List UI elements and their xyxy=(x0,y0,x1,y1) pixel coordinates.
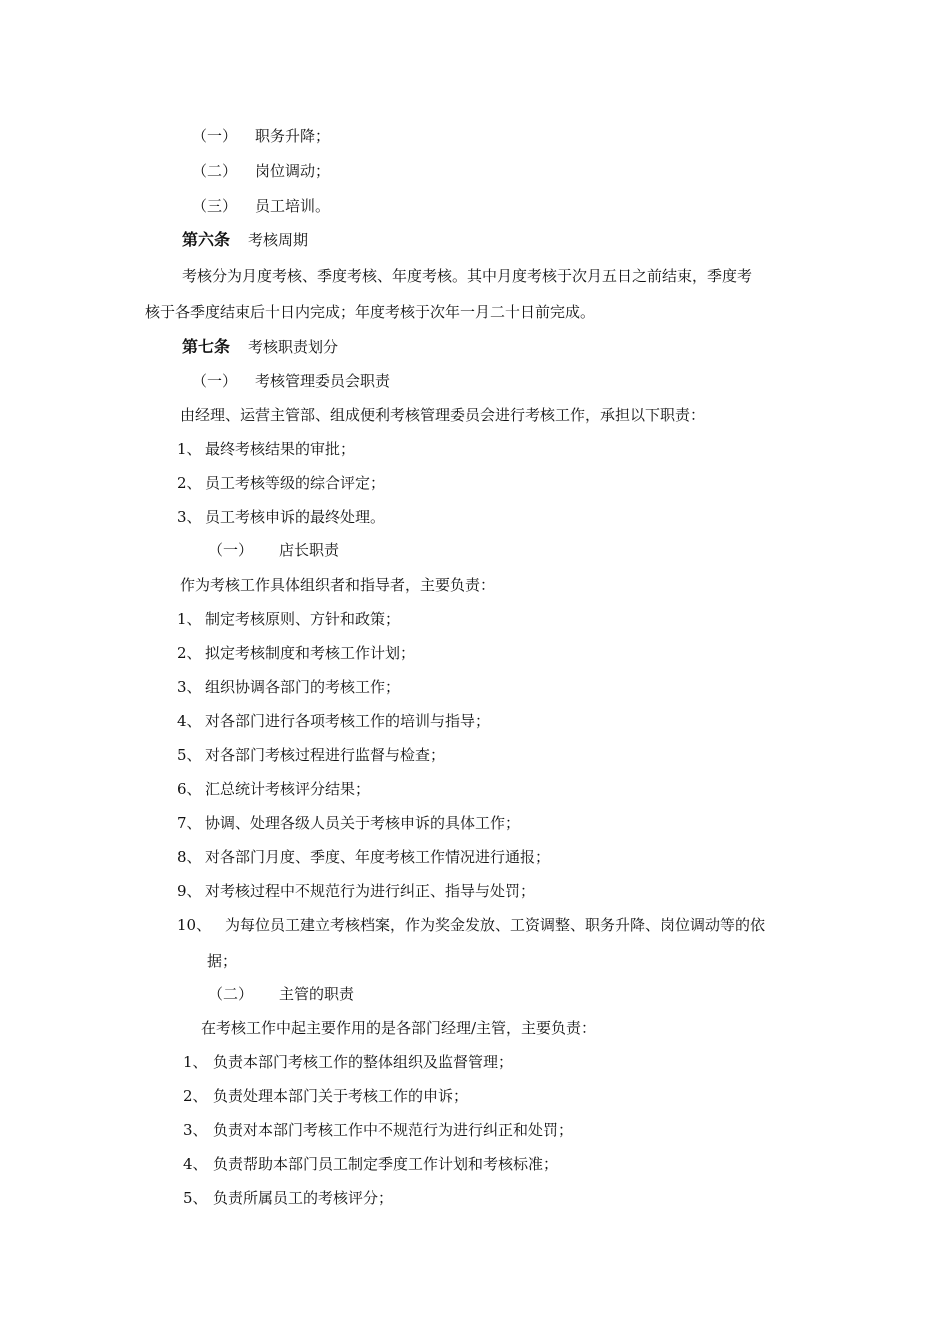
article-heading xyxy=(182,230,308,250)
item-number: 9、 xyxy=(177,882,202,900)
item-text: 负责本部门考核工作的整体组织及监督管理； xyxy=(213,1053,514,1071)
list-item xyxy=(177,473,385,493)
item-text: 为每位员工建立考核档案，作为奖金发放、工资调整、职务升降、岗位调动等的依 xyxy=(225,916,766,934)
list-item xyxy=(183,1154,558,1174)
article-label: 第七条 xyxy=(182,337,231,356)
item-number: 2、 xyxy=(183,1087,208,1105)
item-text: 负责帮助本部门员工制定季度工作计划和考核标准； xyxy=(213,1155,559,1173)
item-text-continuation: 据； xyxy=(207,952,238,970)
item-number: 2、 xyxy=(177,644,202,662)
article-title: 考核职责划分 xyxy=(248,338,339,356)
item-number: 6、 xyxy=(177,780,202,798)
item-text: 对各部门进行各项考核工作的培训与指导； xyxy=(205,712,491,730)
item-number: 1、 xyxy=(177,440,202,458)
article-title: 考核周期 xyxy=(248,231,309,249)
item-number: 5、 xyxy=(177,746,202,764)
list-item xyxy=(177,643,415,663)
list-item xyxy=(177,711,490,731)
list-item xyxy=(177,507,385,527)
list-item xyxy=(183,1052,513,1072)
section-intro: 在考核工作中起主要作用的是各部门经理/主管，主要负责： xyxy=(201,1019,597,1037)
item-text: 员工考核申诉的最终处理。 xyxy=(205,508,386,526)
list-item xyxy=(192,126,330,146)
item-number: 3、 xyxy=(183,1121,208,1139)
list-marker: （一） xyxy=(192,127,238,145)
item-text: 协调、处理各级人员关于考核申诉的具体工作； xyxy=(205,814,521,832)
item-number: 7、 xyxy=(177,814,202,832)
list-item xyxy=(192,161,330,181)
list-item xyxy=(192,196,330,216)
section-marker: （一） xyxy=(208,541,254,559)
section-heading xyxy=(208,540,339,560)
item-number: 10、 xyxy=(177,916,212,934)
item-text: 员工考核等级的综合评定； xyxy=(205,474,386,492)
item-text: 负责对本部门考核工作中不规范行为进行纠正和处罚； xyxy=(213,1121,574,1139)
item-number: 4、 xyxy=(177,712,202,730)
list-item xyxy=(177,677,400,697)
list-marker: （三） xyxy=(192,197,238,215)
list-item xyxy=(177,779,370,799)
section-title: 考核管理委员会职责 xyxy=(255,372,391,390)
item-text: 对考核过程中不规范行为进行纠正、指导与处罚； xyxy=(205,882,536,900)
list-item xyxy=(183,1120,573,1140)
item-text: 组织协调各部门的考核工作； xyxy=(205,678,401,696)
list-text: 员工培训。 xyxy=(255,197,331,215)
list-item xyxy=(177,847,550,867)
section-heading xyxy=(192,371,390,391)
section-title: 店长职责 xyxy=(279,541,340,559)
list-item xyxy=(183,1086,468,1106)
item-text: 汇总统计考核评分结果； xyxy=(205,780,371,798)
paragraph-line: 考核分为月度考核、季度考核、年度考核。其中月度考核于次月五日之前结束，季度考 xyxy=(182,267,753,285)
item-text: 负责处理本部门关于考核工作的申诉； xyxy=(213,1087,469,1105)
list-text: 岗位调动； xyxy=(255,162,331,180)
item-text: 制定考核原则、方针和政策； xyxy=(205,610,401,628)
item-number: 4、 xyxy=(183,1155,208,1173)
section-title: 主管的职责 xyxy=(279,985,355,1003)
item-number: 5、 xyxy=(183,1189,208,1207)
item-number: 3、 xyxy=(177,508,202,526)
list-item xyxy=(177,881,535,901)
list-item xyxy=(177,813,520,833)
article-heading xyxy=(182,337,338,357)
article-label: 第六条 xyxy=(182,230,231,249)
item-text: 最终考核结果的审批； xyxy=(205,440,356,458)
list-item xyxy=(177,439,355,459)
item-number: 3、 xyxy=(177,678,202,696)
item-number: 1、 xyxy=(183,1053,208,1071)
section-intro: 由经理、运营主管部、组成便利考核管理委员会进行考核工作，承担以下职责： xyxy=(180,406,706,424)
item-text: 拟定考核制度和考核工作计划； xyxy=(205,644,416,662)
section-heading xyxy=(208,984,354,1004)
list-item xyxy=(183,1188,393,1208)
item-number: 1、 xyxy=(177,610,202,628)
list-item xyxy=(177,915,765,935)
item-text: 对各部门月度、季度、年度考核工作情况进行通报； xyxy=(205,848,551,866)
paragraph-line: 核于各季度结束后十日内完成；年度考核于次年一月二十日前完成。 xyxy=(145,303,596,321)
item-text: 负责所属员工的考核评分； xyxy=(213,1189,394,1207)
section-marker: （二） xyxy=(208,985,254,1003)
item-number: 2、 xyxy=(177,474,202,492)
item-text: 对各部门考核过程进行监督与检查； xyxy=(205,746,446,764)
list-item xyxy=(177,745,445,765)
section-intro: 作为考核工作具体组织者和指导者，主要负责： xyxy=(180,576,496,594)
item-number: 8、 xyxy=(177,848,202,866)
list-text: 职务升降； xyxy=(255,127,331,145)
list-item xyxy=(177,609,400,629)
list-marker: （二） xyxy=(192,162,238,180)
section-marker: （一） xyxy=(192,372,238,390)
